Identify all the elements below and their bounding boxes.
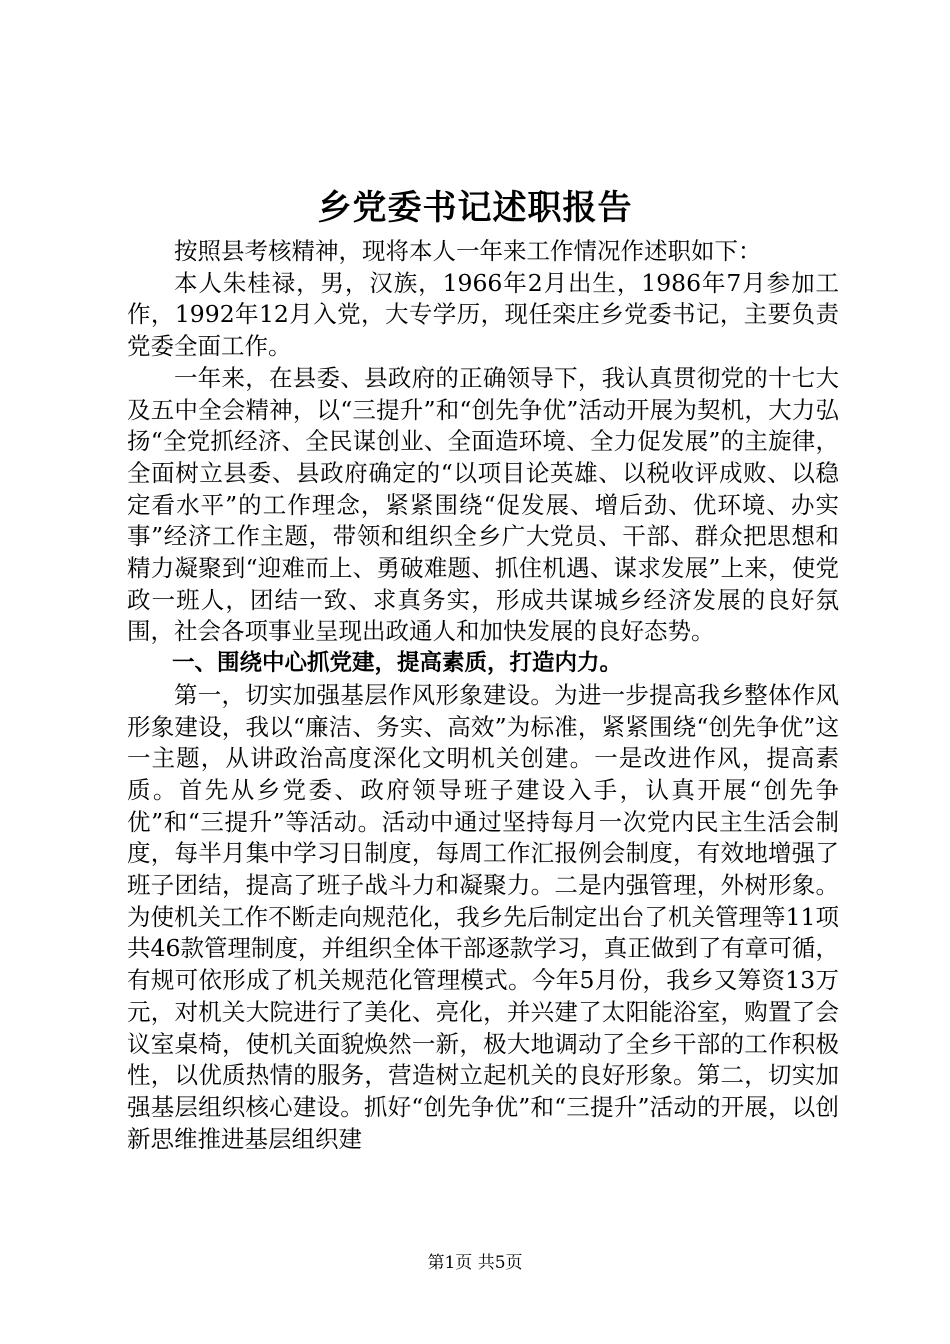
page-number-footer: 第1页 共5页	[427, 1253, 523, 1273]
section-heading: 一、围绕中心抓党建，提高素质，打造内力。	[172, 650, 623, 677]
document-title: 乡党委书记述职报告	[317, 188, 633, 228]
paragraph-overview: 一年来，在县委、县政府的正确领导下，我认真贯彻党的十七大及五中全会精神，以“三提升”和“创先争优”活动开展为契机，大力弘扬“全党抓经济、全民谋创业、全面造环境、全力促发展”的主旋律，全面树立县委、县政府确定的“以项目论英雄、以税收评成败、以稳定看水平”的工作理念，紧紧围绕“促发展、增后劲、优环境、办实事”经济工作主题，带领和组织全乡广大党员、干部、群众把思想和精力凝聚到“迎难而上、勇破难题、抓住机遇、谋求发展”上来，使党政一班人，团结一致、求真务实，形成共谋城乡经济发展的良好氛围，社会各项事业呈现出政通人和加快发展的良好态势。	[127, 363, 839, 646]
document-body	[127, 236, 839, 1155]
paragraph-section-one: 第一，切实加强基层作风形象建设。为进一步提高我乡整体作风形象建设，我以“廉洁、务实、高效”为标准，紧紧围绕“创先争优”这一主题，从讲政治高度深化文明机关创建。一是改进作风，提高素质。首先从乡党委、政府领导班子建设入手，认真开展“创先争优”和“三提升”等活动。活动中通过坚持每月一次党内民主生活会制度，每半月集中学习日制度，每周工作汇报例会制度，有效地增强了班子团结，提高了班子战斗力和凝聚力。二是内强管理，外树形象。为使机关工作不断走向规范化，我乡先后制定出台了机关管理等11项共46款管理制度，并组织全体干部逐款学习，真正做到了有章可循，有规可依形成了机关规范化管理模式。今年5月份，我乡又筹资13万元，对机关大院进行了美化、亮化，并兴建了太阳能浴室，购置了会议室桌椅，使机关面貌焕然一新，极大地调动了全乡干部的工作积极性，以优质热情的服务，营造树立起机关的良好形象。第二，切实加强基层组织核心建设。抓好“创先争优”和“三提升”活动的开展，以创新思维推进基层组织建	[127, 680, 839, 1153]
paragraph-intro: 按照县考核精神，现将本人一年来工作情况作述职如下：	[174, 237, 762, 265]
paragraph-personal-info: 本人朱桂禄，男，汉族，1966年2月出生，1986年7月参加工作，1992年12月入党，大专学历，现任栾庄乡党委书记，主要负责党委全面工作。	[127, 268, 839, 361]
